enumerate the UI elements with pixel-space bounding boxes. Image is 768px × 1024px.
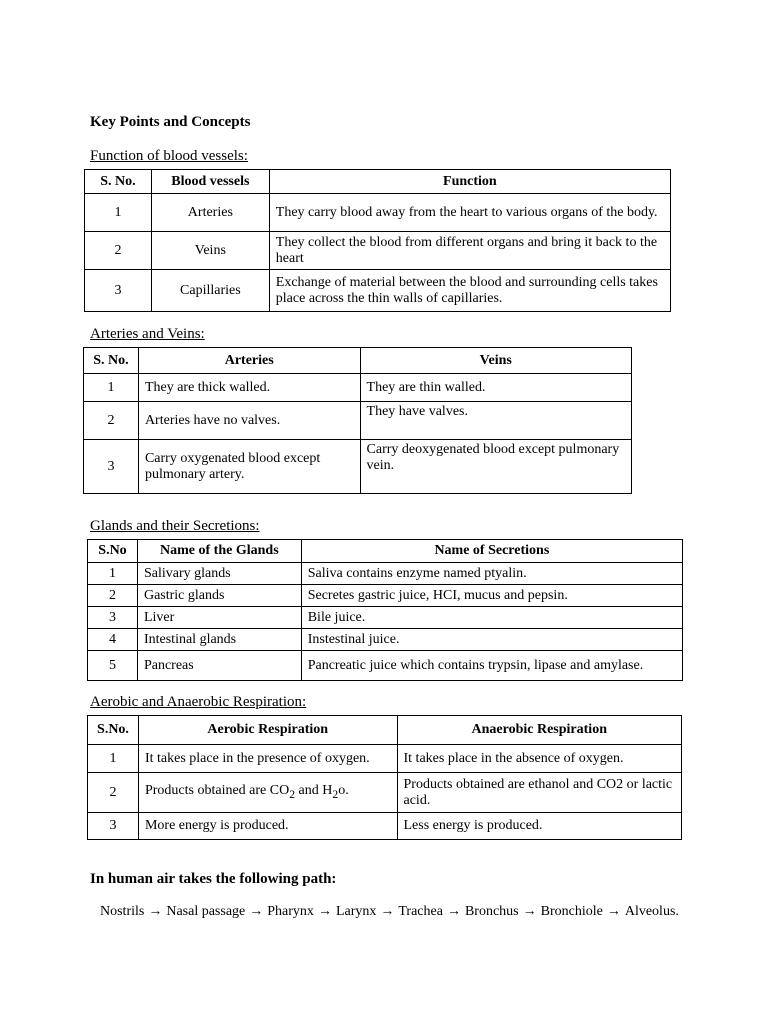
table-row <box>85 194 671 232</box>
table-row <box>85 270 671 312</box>
table-row <box>88 607 683 629</box>
cell-function: They carry blood away from the heart to various organs of the body. <box>269 194 670 232</box>
header-arteries: Arteries <box>138 348 360 374</box>
path-step: Larynx <box>335 904 377 919</box>
cell-arteries: Arteries have no valves. <box>138 402 360 440</box>
cell-anaerobic: It takes place in the absence of oxygen. <box>397 745 682 773</box>
cell-sno: 2 <box>88 585 138 607</box>
cell-arteries: They are thick walled. <box>138 374 360 402</box>
air-path-sequence <box>100 904 679 920</box>
cell-aerobic: Products obtained are $CO_2$ and $H_2o$. <box>138 773 397 813</box>
table-row <box>88 745 682 773</box>
table-row <box>88 629 683 651</box>
respiration-caption: Aerobic and Anaerobic Respiration: <box>90 694 307 710</box>
arrow-icon: → <box>446 904 461 919</box>
header-vessels: Blood vessels <box>151 170 269 194</box>
header-function: Function <box>269 170 670 194</box>
cell-gland: Intestinal glands <box>137 629 301 651</box>
cell-sno: 3 <box>85 270 152 312</box>
table-row <box>88 585 683 607</box>
header-aerobic: Aerobic Respiration <box>138 716 397 745</box>
header-sno: S.No <box>88 540 138 563</box>
cell-secretion: Instestinal juice. <box>301 629 682 651</box>
cell-sno: 1 <box>88 745 139 773</box>
cell-sno: 2 <box>88 773 139 813</box>
arteries-veins-table <box>83 347 632 494</box>
path-step: Alveolus. <box>624 904 679 919</box>
cell-aerobic: More energy is produced. <box>138 813 397 840</box>
table-row <box>85 232 671 270</box>
air-path-heading: In human air takes the following path: <box>90 871 337 887</box>
header-sno: S.No. <box>88 716 139 745</box>
header-glands: Name of the Glands <box>137 540 301 563</box>
page-title: Key Points and Concepts <box>90 114 251 130</box>
header-anaerobic: Anaerobic Respiration <box>397 716 682 745</box>
cell-gland: Gastric glands <box>137 585 301 607</box>
cell-arteries: Carry oxygenated blood except pulmonary artery. <box>138 440 360 494</box>
glands-caption: Glands and their Secretions: <box>90 518 260 534</box>
table-row <box>88 651 683 681</box>
cell-sno: 2 <box>84 402 139 440</box>
header-veins: Veins <box>360 348 631 374</box>
cell-secretion: Saliva contains enzyme named ptyalin. <box>301 563 682 585</box>
cell-gland: Salivary glands <box>137 563 301 585</box>
cell-sno: 3 <box>84 440 139 494</box>
cell-anaerobic: Products obtained are ethanol and CO2 or lactic acid. <box>397 773 682 813</box>
cell-secretion: Bile juice. <box>301 607 682 629</box>
table-row <box>84 374 632 402</box>
cell-sno: 5 <box>88 651 138 681</box>
path-step: Trachea <box>398 904 443 919</box>
path-step: Bronchiole <box>540 904 603 919</box>
cell-anaerobic: Less energy is produced. <box>397 813 682 840</box>
cell-vessel: Arteries <box>151 194 269 232</box>
respiration-table <box>87 715 682 840</box>
cell-function: Exchange of material between the blood and surrounding cells takes place across the thin walls of capillaries. <box>269 270 670 312</box>
header-secretions: Name of Secretions <box>301 540 682 563</box>
cell-veins: They have valves. <box>360 402 631 440</box>
blood-vessels-table <box>84 169 671 312</box>
table-row <box>84 402 632 440</box>
table-row <box>84 440 632 494</box>
path-step: Bronchus <box>464 904 519 919</box>
table-header-row <box>84 348 632 374</box>
glands-table <box>87 539 683 681</box>
cell-gland: Liver <box>137 607 301 629</box>
cell-aerobic: It takes place in the presence of oxygen. <box>138 745 397 773</box>
table-row <box>88 563 683 585</box>
blood-vessels-caption: Function of blood vessels: <box>90 148 248 164</box>
path-step: Nasal passage <box>166 904 246 919</box>
cell-sno: 3 <box>88 813 139 840</box>
cell-sno: 4 <box>88 629 138 651</box>
arrow-icon: → <box>606 904 621 919</box>
arrow-icon: → <box>317 904 332 919</box>
path-step: Pharynx <box>267 904 314 919</box>
arrow-icon: → <box>380 904 395 919</box>
cell-vessel: Capillaries <box>151 270 269 312</box>
cell-function: They collect the blood from different organs and bring it back to the heart <box>269 232 670 270</box>
cell-sno: 1 <box>84 374 139 402</box>
arteries-veins-caption: Arteries and Veins: <box>90 326 205 342</box>
table-header-row <box>88 716 682 745</box>
table-header-row <box>88 540 683 563</box>
arrow-icon: → <box>148 904 163 919</box>
cell-secretion: Secretes gastric juice, HCI, mucus and pepsin. <box>301 585 682 607</box>
cell-veins: Carry deoxygenated blood except pulmonary vein. <box>360 440 631 494</box>
arrow-icon: → <box>522 904 537 919</box>
cell-secretion: Pancreatic juice which contains trypsin, lipase and amylase. <box>301 651 682 681</box>
arrow-icon: → <box>249 904 264 919</box>
cell-sno: 3 <box>88 607 138 629</box>
cell-gland: Pancreas <box>137 651 301 681</box>
table-header-row <box>85 170 671 194</box>
cell-vessel: Veins <box>151 232 269 270</box>
table-row <box>88 773 682 813</box>
table-row <box>88 813 682 840</box>
cell-sno: 1 <box>85 194 152 232</box>
header-sno: S. No. <box>84 348 139 374</box>
cell-sno: 2 <box>85 232 152 270</box>
cell-sno: 1 <box>88 563 138 585</box>
path-step: Nostrils <box>100 904 145 919</box>
header-sno: S. No. <box>85 170 152 194</box>
cell-veins: They are thin walled. <box>360 374 631 402</box>
